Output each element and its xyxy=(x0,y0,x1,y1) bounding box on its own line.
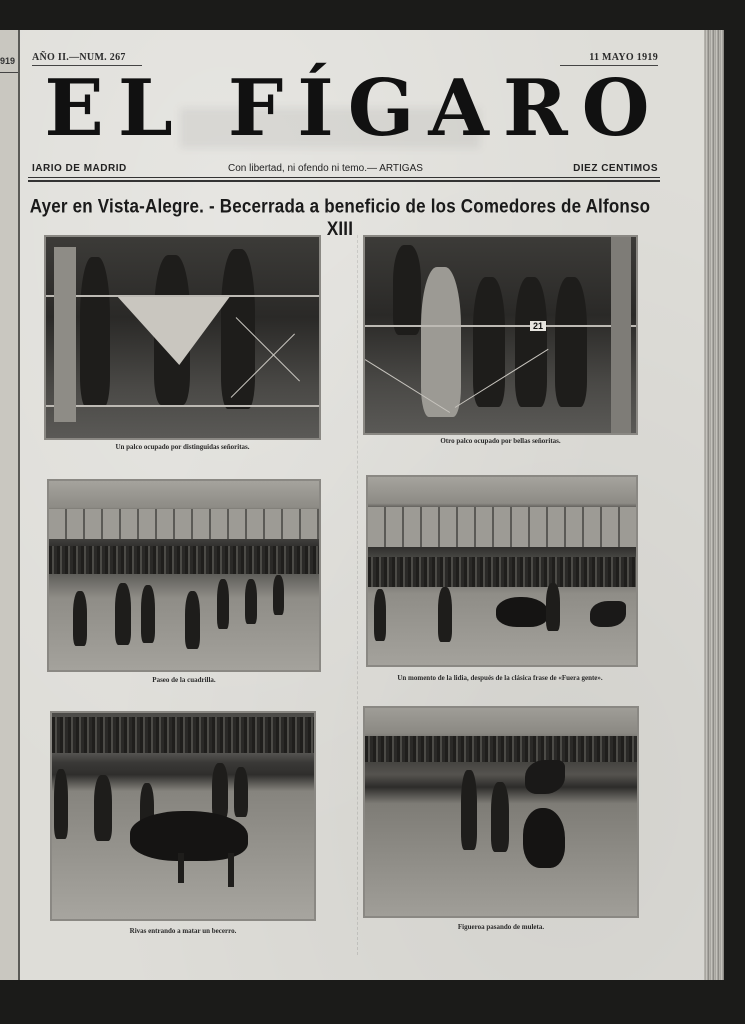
arena-crowd xyxy=(365,736,637,762)
previous-page-edge xyxy=(0,30,20,980)
newspaper-page xyxy=(20,30,704,980)
masthead-rule-thin xyxy=(28,177,660,178)
issue-number: AÑO II.—NUM. 267 xyxy=(32,52,126,63)
bullfighter-figure xyxy=(217,579,229,629)
bullfighter-figure xyxy=(374,589,386,641)
calf xyxy=(523,808,565,868)
masthead-subtitle: IARIO DE MADRID xyxy=(32,163,127,174)
masthead-motto: Con libertad, ni ofendo ni temo.— ARTIGAS xyxy=(228,163,423,174)
lady-figure xyxy=(421,267,461,417)
photo-figueroa-scene xyxy=(365,708,637,916)
masthead-title: EL FÍGARO xyxy=(44,63,664,154)
photo-caption: Otro palco ocupado por bellas señoritas. xyxy=(440,437,561,445)
photo-box-ladies-scene xyxy=(46,237,319,438)
photo-box-ladies xyxy=(44,235,321,440)
bullfighter-figure xyxy=(245,579,257,624)
lady-figure xyxy=(80,257,110,407)
bullfighter-figure xyxy=(273,575,284,615)
photo-caption: Un momento de la lidia, después de la clásica frase de «Fuera gente». xyxy=(397,674,603,682)
arena-stands xyxy=(368,507,636,547)
post xyxy=(611,237,631,433)
calf-leg xyxy=(178,853,184,883)
bullfighter-figure xyxy=(234,767,248,817)
arena-stands xyxy=(49,509,319,539)
bullfighter-figure xyxy=(461,770,477,850)
masthead-rule-thick xyxy=(28,180,660,182)
lady-figure xyxy=(515,277,547,407)
photo-caption: Figueroa pasando de muleta. xyxy=(457,923,545,931)
bullfighter-figure xyxy=(141,585,155,643)
lady-figure xyxy=(221,249,255,409)
calf xyxy=(496,597,548,627)
cape xyxy=(590,601,626,627)
lady-figure xyxy=(473,277,505,407)
gentleman-figure xyxy=(393,245,421,335)
box-railing-bottom xyxy=(46,405,319,407)
post xyxy=(54,247,76,422)
calf-leg xyxy=(228,853,234,887)
photo-caption: Rivas entrando a matar un becerro. xyxy=(129,927,237,935)
photo-paseo-scene xyxy=(49,481,319,670)
arena-crowd xyxy=(49,546,319,574)
box-railing-top xyxy=(365,325,636,327)
arena-crowd xyxy=(368,557,636,587)
bullfighter-figure xyxy=(212,763,228,819)
bullfighter-figure xyxy=(546,583,560,631)
photo-paseo xyxy=(47,479,321,672)
bullfighter-figure xyxy=(491,782,509,852)
bullfighter-figure xyxy=(115,583,131,645)
manila-shawl xyxy=(116,295,231,365)
lady-figure xyxy=(555,277,587,407)
bullfighter-figure xyxy=(185,591,200,649)
article-headline: Ayer en Vista-Alegre. - Becerrada a beneficio de los Comedores de Alfonso XIII xyxy=(29,195,651,240)
bullfighter-figure xyxy=(73,591,87,646)
photo-rivas xyxy=(50,711,316,921)
photo-box-beauties-scene xyxy=(365,237,636,433)
photo-rivas-scene xyxy=(52,713,314,919)
bullfighter-figure xyxy=(438,587,452,642)
muleta-cape xyxy=(525,760,565,794)
photo-lidia-scene xyxy=(368,477,636,665)
photo-caption: Un palco ocupado por distinguidas señoritas. xyxy=(115,443,250,451)
box-railing-top xyxy=(46,295,319,297)
previous-page-rule xyxy=(0,72,18,73)
bullfighter-figure xyxy=(94,775,112,841)
masthead-price: DIEZ CENTIMOS xyxy=(573,163,658,174)
box-number-plate: 21 xyxy=(530,321,546,331)
photo-lidia xyxy=(366,475,638,667)
photo-box-beauties xyxy=(363,235,638,435)
previous-page-year-fragment: 919 xyxy=(0,56,16,66)
bullfighter-figure xyxy=(54,769,68,839)
arena-crowd xyxy=(52,717,314,753)
photo-figueroa xyxy=(363,706,639,918)
column-gutter xyxy=(357,235,358,955)
photo-caption: Paseo de la cuadrilla. xyxy=(152,676,216,684)
issue-date: 11 MAYO 1919 xyxy=(589,52,658,63)
